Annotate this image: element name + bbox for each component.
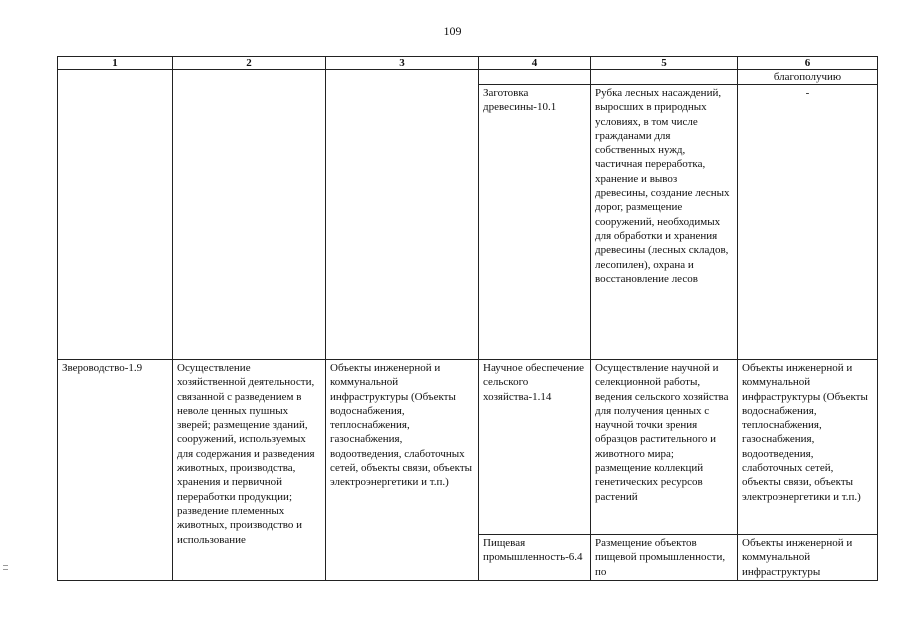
timber-use-name: Заготовка древесины-10.1 [479,85,591,360]
table-cell [326,70,479,360]
fur-farming-description: Осуществление хозяйственной деятельности, связанной с разведением в неволе ценных пушных зверей; размещение зданий, сооружений, используемых для содержания и разведения животных, производства, хранения и первичной переработки продукции; разведение племенных животных, производство и использование [173,360,326,581]
table-row [58,360,878,535]
page-number: 109 [443,24,462,38]
timber-use-objects: - [738,85,878,360]
food-industry-description: Размещение объектов пищевой промышленности, по [591,535,738,581]
scan-mark [3,565,8,566]
header-col-1: 1 [58,57,173,70]
fur-farming-name: Звероводство-1.9 [58,360,173,581]
food-industry-name: Пищевая промышленность-6.4 [479,535,591,581]
header-row [58,57,878,70]
header-col-2: 2 [173,57,326,70]
table-cell [591,70,738,85]
header-col-4: 4 [479,57,591,70]
header-col-5: 5 [591,57,738,70]
table-cell [173,70,326,360]
food-industry-objects: Объекты инженерной и коммунальной инфраструктуры [738,535,878,581]
table-cell [58,70,173,360]
land-use-table [57,56,878,581]
scan-mark [3,569,8,570]
fur-farming-objects: Объекты инженерной и коммунальной инфраструктуры (Объекты водоснабжения, теплоснабжения, газоснабжения, водоотведения, слаботочных сетей, объекты связи, объекты электроэнергетики и т.п.) [326,360,479,581]
table-cell [479,70,591,85]
continuation-text: благополучию [738,70,878,85]
science-use-description: Осуществление научной и селекционной работы, ведения сельского хозяйства для получения ценных с научной точки зрения образцов растительного и животного мира; размещение коллекций генетических ресурсов растений [591,360,738,535]
header-col-3: 3 [326,57,479,70]
timber-use-description: Рубка лесных насаждений, выросших в природных условиях, в том числе гражданами для собственных нужд, частичная переработка, хранение и вывоз древесины, создание лесных дорог, размещение сооружений, необходимых для обработки и хранения древесины (лесных складов, лесопилен), охрана и восстановление лесов [591,85,738,360]
science-use-name: Научное обеспечение сельского хозяйства-1.14 [479,360,591,535]
science-use-objects: Объекты инженерной и коммунальной инфраструктуры (Объекты водоснабжения, теплоснабжения, газоснабжения, водоотведения, слаботочных сетей, объекты связи, объекты электроэнергетики и т.п.) [738,360,878,535]
table-row [58,70,878,85]
header-col-6: 6 [738,57,878,70]
